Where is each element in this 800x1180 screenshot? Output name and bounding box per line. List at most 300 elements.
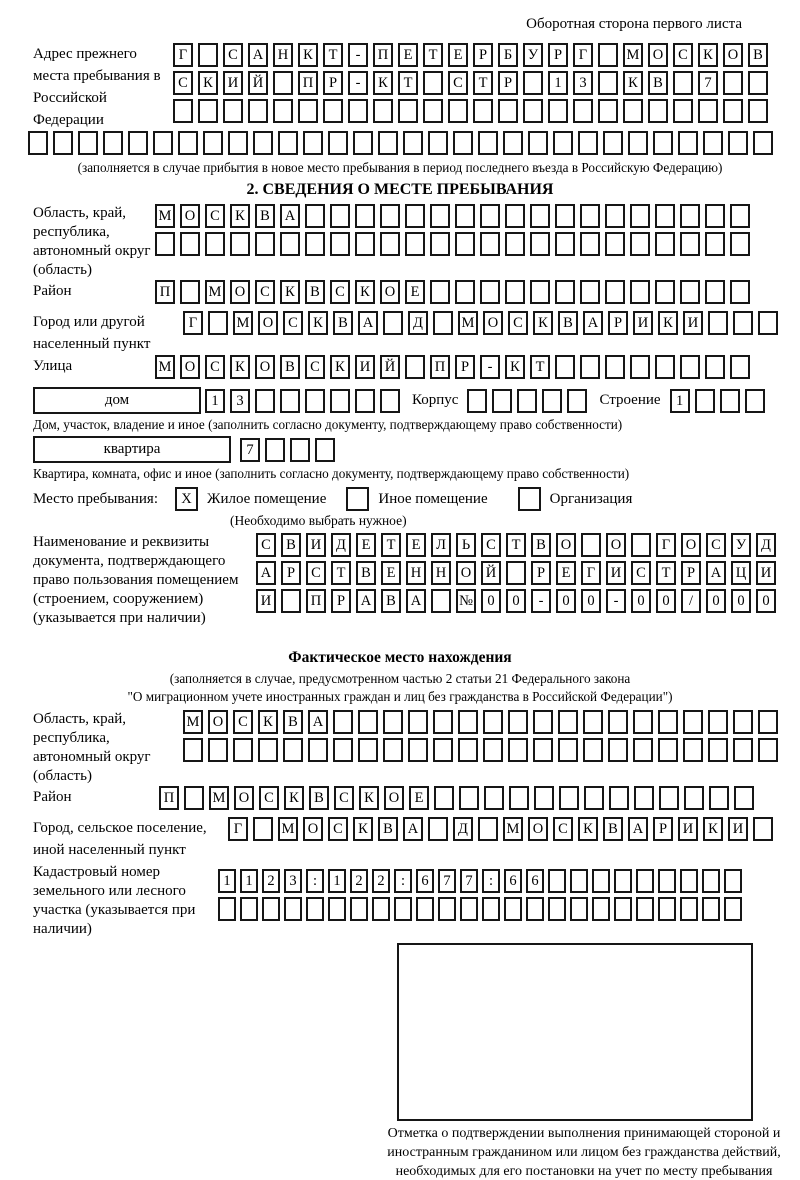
char-cell: 0 [631,589,651,613]
char-cell [733,738,753,762]
char-cell: Б [498,43,518,67]
char-cell: Т [506,533,526,557]
char-cell [430,204,450,228]
char-cell: У [731,533,751,557]
char-cell: И [678,817,698,841]
char-cell [180,232,200,256]
char-cell [233,738,253,762]
char-cell [548,869,566,893]
char-cell [405,204,425,228]
char-cell [530,204,550,228]
char-cell [333,738,353,762]
char-cell [423,99,443,123]
char-grid-row [159,786,759,810]
char-cell: К [230,204,250,228]
char-cell: В [378,817,398,841]
char-cell [198,43,218,67]
char-cell [648,99,668,123]
char-cell: Е [409,786,429,810]
char-cell: И [223,71,243,95]
char-cell [605,204,625,228]
checkbox-residential: X [175,487,198,511]
char-cell [431,589,451,613]
field-label-district: Район [33,283,72,299]
char-cell [416,897,434,921]
char-cell: Р [331,589,351,613]
char-cell [330,232,350,256]
char-cell: 3 [284,869,302,893]
char-cell: Е [381,561,401,585]
char-cell: А [248,43,268,67]
char-cell [548,897,566,921]
char-cell [184,786,204,810]
field-city [33,311,800,355]
char-cell [720,389,740,413]
char-cell [592,897,610,921]
char-cell [478,131,498,155]
char-cell: Т [398,71,418,95]
field-label-cadastre: Кадастровый номер земельного или лесного участка (указывается при наличии) [33,864,196,937]
char-cell: М [233,311,253,335]
char-cell: В [381,589,401,613]
char-cell: 7 [240,438,260,462]
char-cell [383,710,403,734]
char-cell: К [308,311,328,335]
char-cell [631,533,651,557]
char-cell: М [623,43,643,67]
char-cell: № [456,589,476,613]
char-cell: О [380,280,400,304]
char-cell: 2 [372,869,390,893]
char-cell: 7 [460,869,478,893]
char-cell [478,817,498,841]
char-cell: 0 [481,589,501,613]
char-cell [218,897,236,921]
char-cell: Г [173,43,193,67]
char-cell [733,710,753,734]
char-cell: П [430,355,450,379]
char-cell: Г [183,311,203,335]
char-cell: В [531,533,551,557]
char-cell: С [553,817,573,841]
char-cell: С [334,786,354,810]
field-label-prev-address: Адрес прежнего места пребывания в Российской Федерации [33,46,161,128]
char-cell [380,389,400,413]
char-cell [598,99,618,123]
char-cell: А [256,561,276,585]
char-cell [753,131,773,155]
char-cell [634,786,654,810]
char-cell: К [280,280,300,304]
char-cell: Т [331,561,351,585]
char-cell: Е [356,533,376,557]
char-cell [467,389,487,413]
char-cell [508,738,528,762]
char-cell [283,738,303,762]
char-cell [453,131,473,155]
char-cell [455,280,475,304]
char-cell: О [648,43,668,67]
char-cell: М [209,786,229,810]
char-cell: М [278,817,298,841]
char-cell: Р [281,561,301,585]
char-cell: 1 [218,869,236,893]
char-cell: С [233,710,253,734]
char-cell: Д [756,533,776,557]
char-cell [517,389,537,413]
char-cell: 6 [526,869,544,893]
char-cell: А [356,589,376,613]
char-cell: В [648,71,668,95]
char-cell: П [159,786,179,810]
char-cell: 0 [506,589,526,613]
char-cell [655,232,675,256]
char-cell: 0 [656,589,676,613]
char-cell [394,897,412,921]
char-cell [603,131,623,155]
char-cell [730,204,750,228]
char-cell: А [358,311,378,335]
char-cell [580,204,600,228]
char-cell: 0 [556,589,576,613]
char-cell [658,710,678,734]
char-cell: М [183,710,203,734]
char-cell: Л [431,533,451,557]
char-cell [573,99,593,123]
char-cell [533,710,553,734]
char-cell [459,786,479,810]
field-district-actual [33,786,800,814]
char-cell [458,710,478,734]
char-cell [505,204,525,228]
char-cell: А [583,311,603,335]
char-cell: К [230,355,250,379]
char-cell: С [283,311,303,335]
char-cell [433,738,453,762]
char-cell: А [406,589,426,613]
char-cell [482,897,500,921]
char-cell: 3 [573,71,593,95]
field-cadastre [33,863,800,941]
char-cell [723,71,743,95]
char-cell: - [348,71,368,95]
char-cell: Й [248,71,268,95]
char-cell: Г [581,561,601,585]
char-cell [730,355,750,379]
char-cell [509,786,529,810]
char-grid-row [205,389,405,413]
char-cell [205,232,225,256]
char-cell [658,897,676,921]
char-cell [498,99,518,123]
char-cell [533,738,553,762]
char-cell [655,204,675,228]
char-cell [506,561,526,585]
char-cell: К [623,71,643,95]
char-cell [608,738,628,762]
field-label-street: Улица [33,358,73,374]
char-cell [683,738,703,762]
stay-type-row [33,487,800,511]
char-cell [298,99,318,123]
char-cell: К [298,43,318,67]
char-cell [315,438,335,462]
char-cell: К [353,817,373,841]
char-cell: О [723,43,743,67]
char-cell: А [628,817,648,841]
char-cell [583,710,603,734]
char-cell: Т [423,43,443,67]
char-cell [702,897,720,921]
char-cell [523,99,543,123]
char-cell: П [298,71,318,95]
char-cell [203,131,223,155]
char-cell [555,355,575,379]
char-cell: Й [380,355,400,379]
char-cell [723,99,743,123]
char-cell: С [259,786,279,810]
char-cell: М [205,280,225,304]
char-cell [378,131,398,155]
char-cell: К [359,786,379,810]
char-cell [748,99,768,123]
char-cell: Т [656,561,676,585]
char-cell [281,589,301,613]
char-cell [265,438,285,462]
confirmation-stamp-box [397,943,753,1121]
char-cell [253,817,273,841]
char-cell [705,232,725,256]
char-cell: Р [498,71,518,95]
char-cell [353,131,373,155]
char-cell: С [173,71,193,95]
char-cell [428,817,448,841]
char-cell [695,389,715,413]
char-cell [455,232,475,256]
char-cell [223,99,243,123]
char-cell: Р [608,311,628,335]
char-cell: М [458,311,478,335]
char-cell: Р [681,561,701,585]
char-cell [460,897,478,921]
char-cell: - [348,43,368,67]
char-cell: Р [323,71,343,95]
char-cell: В [603,817,623,841]
char-cell [473,99,493,123]
char-cell [355,389,375,413]
char-cell [630,280,650,304]
char-cell [408,710,428,734]
char-grid-row [155,355,755,379]
char-cell: И [683,311,703,335]
char-cell: : [482,869,500,893]
char-cell [373,99,393,123]
char-cell [548,99,568,123]
char-cell: К [284,786,304,810]
char-cell: 7 [438,869,456,893]
char-cell [480,204,500,228]
field-label-city-actual: Город, сельское поселение, иной населенный пункт [33,820,207,858]
char-cell [580,355,600,379]
char-cell [380,204,400,228]
char-cell [240,897,258,921]
char-cell [305,204,325,228]
char-cell: О [230,280,250,304]
char-cell [262,897,280,921]
apartment-name-box: квартира [33,436,231,463]
char-cell [505,280,525,304]
char-cell [455,204,475,228]
char-cell: О [456,561,476,585]
char-cell: А [280,204,300,228]
char-cell [248,99,268,123]
char-cell [333,710,353,734]
char-cell [728,131,748,155]
char-cell [628,131,648,155]
char-cell [405,232,425,256]
char-cell [583,738,603,762]
char-cell: С [508,311,528,335]
char-cell [183,738,203,762]
char-cell: : [394,869,412,893]
char-cell: Е [406,533,426,557]
char-grid-row [173,43,773,67]
field-region-actual [33,710,800,786]
char-cell [734,786,754,810]
char-cell [350,897,368,921]
char-cell [508,710,528,734]
char-cell: В [558,311,578,335]
char-cell: К [330,355,350,379]
char-cell: И [728,817,748,841]
char-cell [623,99,643,123]
apartment-caption: Квартира, комната, офис и иное (заполнить согласно документу, подтверждающему право собственности) [33,466,630,481]
char-cell [348,99,368,123]
char-cell: Е [405,280,425,304]
char-cell [724,897,742,921]
char-cell: Т [530,355,550,379]
char-cell [758,738,778,762]
char-cell: О [208,710,228,734]
char-cell [483,710,503,734]
char-cell: С [328,817,348,841]
char-cell [530,280,550,304]
char-cell [428,131,448,155]
char-cell: Г [573,43,593,67]
char-grid-row [183,311,783,335]
char-cell: О [384,786,404,810]
char-grid-row [670,389,770,413]
char-cell [578,131,598,155]
char-cell: Т [381,533,401,557]
char-cell [608,710,628,734]
house-name-box: дом [33,387,201,414]
char-cell: И [256,589,276,613]
char-cell: Д [453,817,473,841]
char-cell [658,738,678,762]
char-cell [153,131,173,155]
char-cell [708,738,728,762]
char-cell: К [703,817,723,841]
char-grid-row [240,438,340,462]
char-cell [448,99,468,123]
char-cell: К [698,43,718,67]
char-cell [630,355,650,379]
char-cell [180,280,200,304]
char-cell [208,738,228,762]
char-cell: 0 [581,589,601,613]
char-cell [655,355,675,379]
char-cell: М [503,817,523,841]
char-cell [484,786,504,810]
char-cell [308,738,328,762]
char-cell [305,232,325,256]
char-cell [198,99,218,123]
char-cell: 1 [240,869,258,893]
char-cell: О [180,355,200,379]
char-cell [655,280,675,304]
char-cell: П [155,280,175,304]
char-cell [584,786,604,810]
char-cell [480,280,500,304]
char-grid-row [256,561,781,585]
char-cell [230,232,250,256]
char-cell: С [256,533,276,557]
char-cell: 7 [698,71,718,95]
char-cell [305,389,325,413]
char-grid-row [183,710,783,734]
char-cell: 1 [670,389,690,413]
option-label-other-premises: Иное помещение [378,490,488,507]
char-cell [358,710,378,734]
char-cell: С [631,561,651,585]
char-cell: С [205,355,225,379]
char-cell [598,71,618,95]
char-cell [659,786,679,810]
char-cell [398,99,418,123]
section2-title: 2. СВЕДЕНИЯ О МЕСТЕ ПРЕБЫВАНИЯ [246,181,554,198]
char-cell: Т [323,43,343,67]
char-cell [328,897,346,921]
char-cell [636,869,654,893]
char-cell: И [606,561,626,585]
char-cell [53,131,73,155]
char-cell: Р [473,43,493,67]
char-cell: С [255,280,275,304]
char-cell: В [255,204,275,228]
char-cell [128,131,148,155]
char-cell [290,438,310,462]
char-cell [355,204,375,228]
char-cell: Н [431,561,451,585]
char-cell [673,71,693,95]
option-label-residential: Жилое помещение [207,490,327,507]
char-cell [553,131,573,155]
char-grid-row [173,99,773,123]
char-cell [653,131,673,155]
char-cell: 1 [205,389,225,413]
char-cell [592,869,610,893]
char-cell [526,897,544,921]
char-cell [504,897,522,921]
confirmation-stamp-caption: Отметка о подтверждении выполнения принимающей стороной и иностранным гражданином или лицом без гражданства действий, необходимых для его постановки на учет по месту пребывания [387,1126,781,1179]
char-cell [680,897,698,921]
char-cell: В [305,280,325,304]
char-cell [708,311,728,335]
char-cell: Е [556,561,576,585]
char-cell [633,710,653,734]
char-cell: М [155,355,175,379]
